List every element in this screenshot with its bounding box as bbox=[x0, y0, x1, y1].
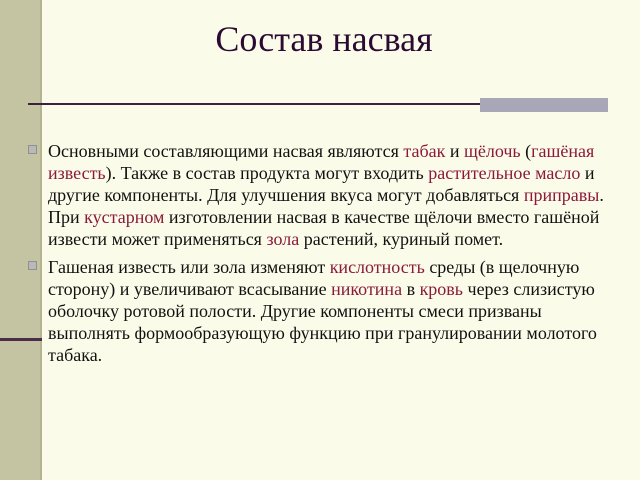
hyperlink-term[interactable]: никотина bbox=[331, 279, 403, 299]
hyperlink-term[interactable]: кислотность bbox=[329, 257, 425, 277]
hyperlink-term[interactable]: кустарном bbox=[84, 207, 165, 227]
square-bullet-icon bbox=[28, 261, 37, 270]
hyperlink-term[interactable]: щёлочь bbox=[463, 141, 521, 161]
hyperlink-term[interactable]: кровь bbox=[419, 279, 464, 299]
slide-content bbox=[28, 140, 620, 372]
bullet-text: и bbox=[445, 141, 464, 161]
hyperlink-term[interactable]: табак bbox=[403, 141, 446, 161]
bullet-paragraph bbox=[28, 140, 620, 250]
hyperlink-term[interactable]: приправы bbox=[523, 185, 600, 205]
bullet-text: через слизистую оболочку ротовой полости. Другие компоненты смеси призваны выполнять формообразующую функцию при гранулировании молотого табака. bbox=[48, 279, 597, 365]
bullet-paragraph bbox=[28, 256, 620, 366]
bullet-text: Гашеная известь или зола изменяют bbox=[48, 257, 330, 277]
bullet-text: растений, куриный помет. bbox=[299, 229, 504, 249]
bullet-text: в bbox=[402, 279, 420, 299]
bullet-text: . При bbox=[48, 185, 604, 227]
bullet-text: и другие компоненты. Для улучшения вкуса могут добавляться bbox=[48, 163, 595, 205]
hyperlink-term[interactable]: растительное масло bbox=[428, 163, 581, 183]
hyperlink-term[interactable]: зола bbox=[266, 229, 300, 249]
square-bullet-icon bbox=[28, 145, 37, 154]
divider-accent-block bbox=[480, 98, 608, 112]
bullet-text: Основными составляющими насвая являются bbox=[48, 141, 404, 161]
bullet-text: среды (в щелочную сторону) и увеличивают всасывание bbox=[48, 257, 580, 299]
bullet-text: ). Также в состав продукта могут входить bbox=[105, 163, 429, 183]
hyperlink-term[interactable]: гашёная известь bbox=[48, 141, 595, 183]
bullet-text: ( bbox=[520, 141, 532, 161]
bullet-text: изготовлении насвая в качестве щёлочи вместо гашёной извести может применяться bbox=[48, 207, 600, 249]
slide-title: Состав насвая bbox=[215, 19, 433, 59]
